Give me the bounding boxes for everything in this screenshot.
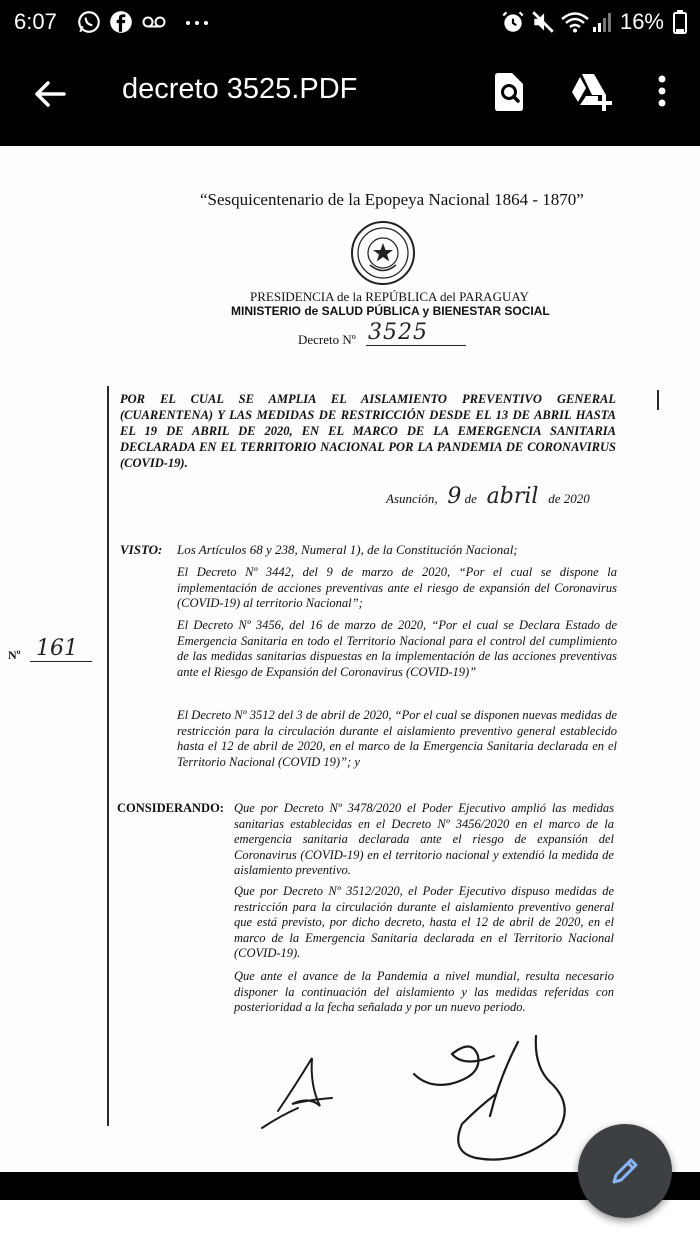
decree-heading: POR EL CUAL SE AMPLIA EL AISLAMIENTO PREVENTIVO GENERAL (CUARENTENA) Y LAS MEDIDAS DE RESTRICCIÓN DESDE EL 13 DE ABRIL HASTA EL 19 DE ABRIL DE 2020, EN EL MARCO DE LA EMERGENCIA SANITARIA DECLARADA EN EL TERRITORIO NACIONAL POR LA PANDEMIA DE CORONAVIRUS (COVID-19).: [120, 392, 616, 470]
date-day: 9: [447, 484, 462, 509]
mute-icon: [530, 9, 556, 35]
date-month: abril: [486, 484, 539, 509]
wifi-icon: [560, 9, 590, 35]
margin-tick: [657, 390, 659, 410]
signature-minister: [262, 1058, 332, 1128]
facebook-icon: [108, 9, 134, 35]
motto: “Sesquicentenario de la Epopeya Nacional 1864 - 1870”: [200, 190, 584, 209]
edit-pencil-icon: [607, 1153, 643, 1189]
margin-number-label: Nº: [8, 648, 21, 662]
date-year: de 2020: [548, 491, 590, 506]
status-time: 6:07: [14, 9, 57, 34]
considerando-label: CONSIDERANDO:: [117, 801, 224, 815]
decreto-label: Decreto Nº: [298, 332, 356, 347]
national-seal-icon: [350, 220, 416, 286]
drive-add-icon[interactable]: [568, 70, 614, 114]
voicemail-icon: [140, 9, 168, 35]
status-bar: [0, 0, 700, 44]
date-city: Asunción,: [386, 491, 438, 506]
presidency-header: PRESIDENCIA de la REPÚBLICA del PARAGUAY: [250, 289, 529, 304]
margin-line: [107, 386, 109, 1126]
signatures: [250, 1016, 590, 1166]
considerando-item: Que por Decreto Nº 3478/2020 el Poder Ejecutivo amplió las medidas sanitarias establecidas en el Decreto Nº 3456/2020 en el marco de la emergencia sanitaria declarada ante el riesgo de expansión del Coronavirus (COVID-19) en el territorio nacional y extendió la medida de aislamiento preventivo.: [234, 801, 614, 877]
battery-icon: [672, 9, 688, 35]
decreto-number: 3525: [366, 320, 466, 346]
date-de: de: [464, 491, 477, 506]
signal-icon: [592, 9, 612, 35]
ministry-header: MINISTERIO de SALUD PÚBLICA y BIENESTAR SOCIAL: [231, 304, 550, 318]
visto-label: VISTO:: [120, 542, 163, 557]
visto-item: El Decreto Nº 3456, del 16 de marzo de 2020, “Por el cual se Declara Estado de Emergencia Sanitaria en todo el Territorio Nacional para el control del cumplimiento de las medidas sanitarias dispuestas en la implementación de las acciones preventivas ante el Riesgo de Expansión del Coronavirus (COVID-19)”: [177, 618, 617, 679]
alarm-icon: [500, 9, 526, 35]
signature-president: [414, 1036, 565, 1160]
edit-fab-button[interactable]: [578, 1124, 672, 1218]
considerando-item: Que ante el avance de la Pandemia a nivel mundial, resulta necesario disponer la continuación del aislamiento y las medidas referidas con posterioridad a la fecha señalada y por un nuevo periodo.: [234, 969, 614, 1014]
margin-number-value: 161: [30, 636, 92, 662]
visto-item: El Decreto Nº 3442, del 9 de marzo de 2020, “Por el cual se dispone la implementación de acciones preventivas ante el riesgo de expansión del Coronavirus (COVID-19) al territorio Nacional”;: [177, 565, 617, 610]
visto-item: El Decreto Nº 3512 del 3 de abril de 2020, “Por el cual se disponen nuevas medidas de restricción para la circulación durante el aislamiento preventivo general establecido hasta el 12 de abril de 2020, en el marco de la Emergencia Sanitaria declarada en el Territorio Nacional (COVID 19)”; y: [177, 708, 617, 769]
file-title: decreto 3525.PDF: [122, 73, 358, 105]
pdf-page[interactable]: [0, 146, 700, 1172]
search-document-icon[interactable]: [490, 70, 528, 114]
more-notifications-icon: [184, 9, 210, 35]
back-arrow-icon[interactable]: [28, 72, 72, 116]
battery-level: 16%: [619, 9, 664, 34]
date-line: [386, 484, 590, 509]
visto-item: Los Artículos 68 y 238, Numeral 1), de la Constitución Nacional;: [177, 542, 518, 557]
app-bar: [0, 44, 700, 146]
more-vert-icon[interactable]: [648, 70, 676, 114]
whatsapp-icon: [76, 9, 102, 35]
considerando-item: Que por Decreto Nº 3512/2020, el Poder Ejecutivo dispuso medidas de restricción para la circulación durante el aislamiento preventivo general que está previsto, por dicho decreto, hasta el 12 de abril de 2020, en el marco de la Emergencia Sanitaria declarada en el Territorio Nacional (COVID-19).: [234, 884, 614, 960]
